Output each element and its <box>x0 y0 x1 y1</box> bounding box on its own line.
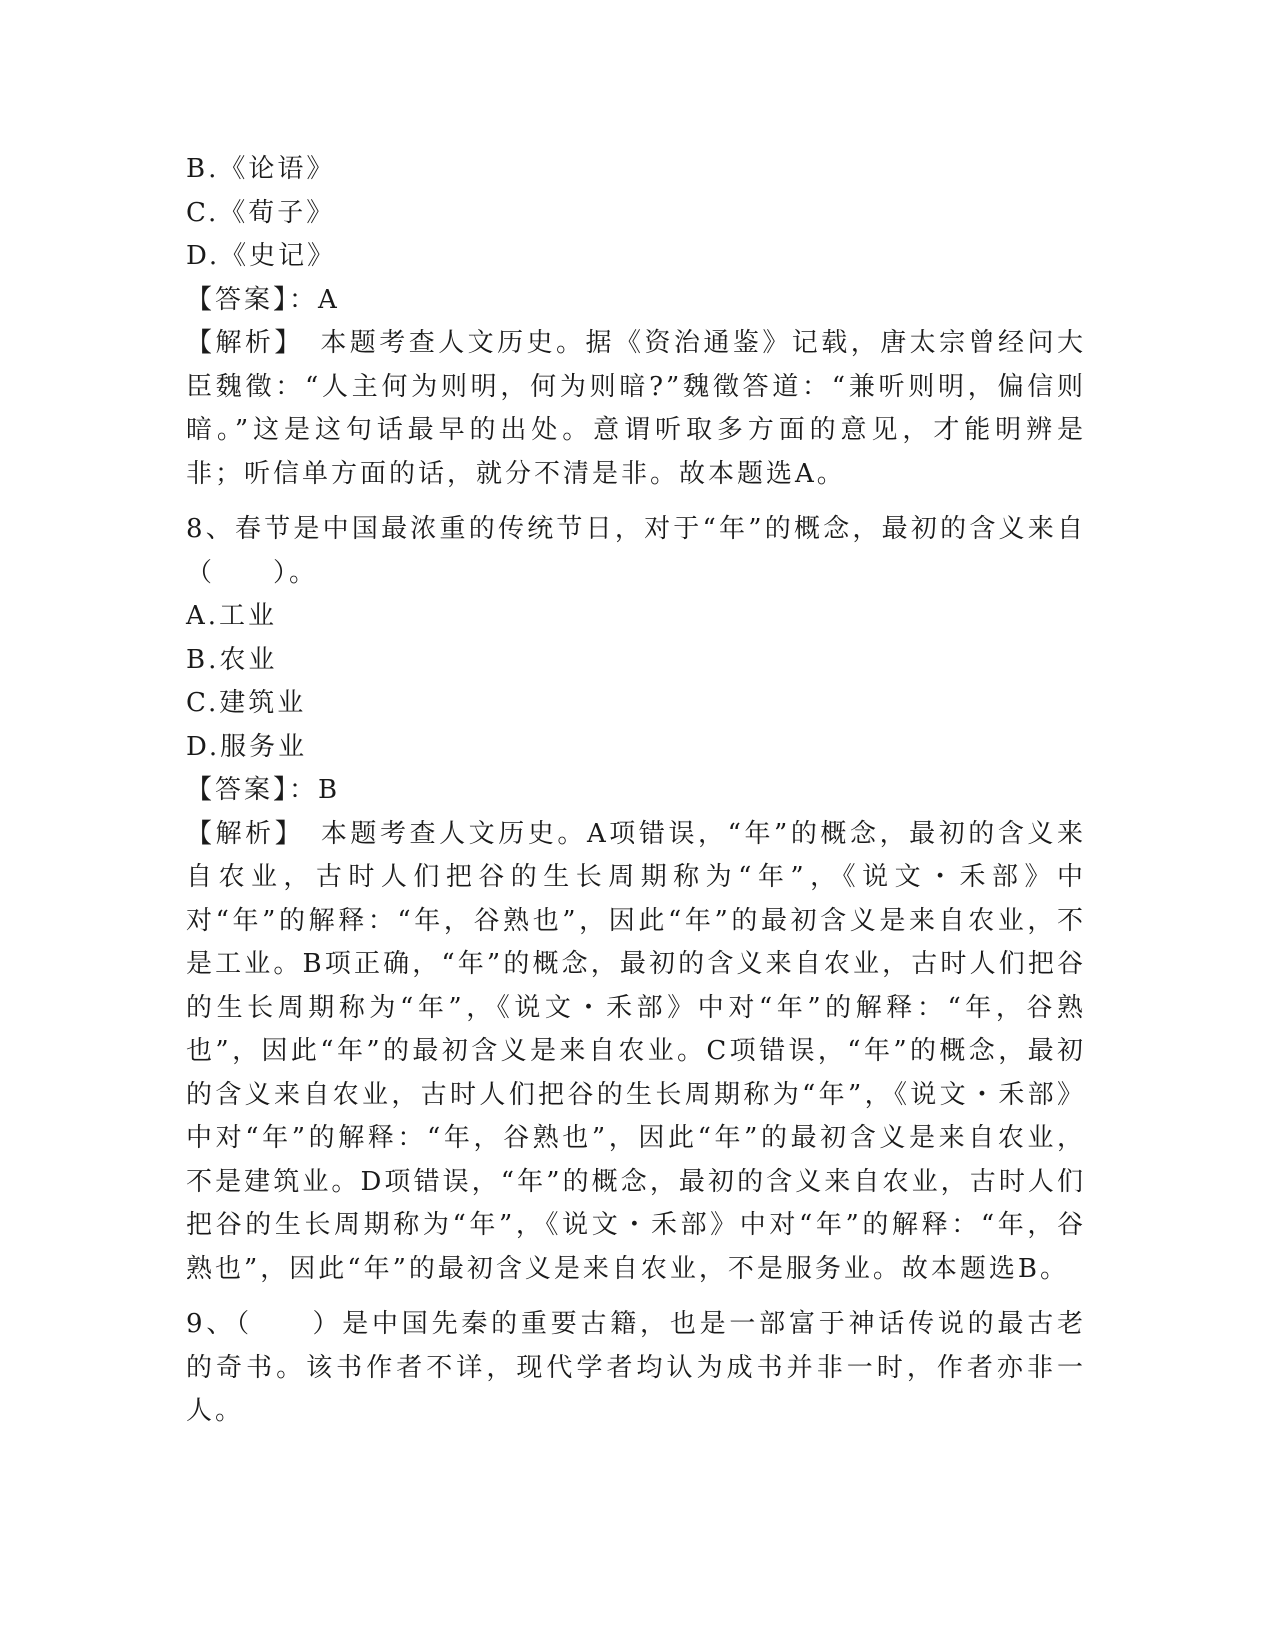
q9-question: 9、（ ）是中国先秦的重要古籍，也是一部富于神话传说的最古老的奇书。该书作者不详，现代学者均认为成书并非一时，作者亦非一人。 <box>186 1309 1086 1426</box>
question-9 <box>186 1303 1086 1434</box>
q8-option-c: C.建筑业 <box>186 688 307 718</box>
q7-option-b: B.《论语》 <box>186 154 336 184</box>
q7-answer: 【答案】：A <box>186 284 340 315</box>
question-8 <box>186 508 1086 1291</box>
document-content <box>186 148 1086 1434</box>
q8-option-b: B.农业 <box>186 644 278 675</box>
q7-option-c: C.《荀子》 <box>186 197 336 228</box>
q8-option-a: A.工业 <box>186 601 278 631</box>
q7-option-d: D.《史记》 <box>186 241 337 271</box>
q8-question: 8、春节是中国最浓重的传统节日，对于“年”的概念，最初的含义来自（ ）。 <box>186 514 1086 588</box>
q8-option-d: D.服务业 <box>186 731 308 762</box>
q8-answer: 【答案】：B <box>186 775 341 805</box>
q8-analysis: 【解析】 本题考查人文历史。A项错误，“年”的概念，最初的含义来自农业，古时人们把谷的生长周期称为“年”，《说文・禾部》中对“年”的解释：“年，谷熟也”，因此“年”的最初含义是来自农业，不是工业。B项正确，“年”的概念，最初的含义来自农业，古时人们把谷的生长周期称为“年”，《说文・禾部》中对“年”的解释：“年，谷熟也”，因此“年”的最初含义是来自农业。C项错误，“年”的概念，最初的含义来自农业，古时人们把谷的生长周期称为“年”，《说文・禾部》中对“年”的解释：“年，谷熟也”，因此“年”的最初含义是来自农业，不是建筑业。D项错误，“年”的概念，最初的含义来自农业，古时人们把谷的生长周期称为“年”，《说文・禾部》中对“年”的解释：“年，谷熟也”，因此“年”的最初含义是来自农业，不是服务业。故本题选B。 <box>186 818 1086 1284</box>
q7-analysis: 【解析】 本题考查人文历史。据《资治通鉴》记载，唐太宗曾经问大臣魏徵：“人主何为则明，何为则暗?”魏徵答道：“兼听则明，偏信则暗。”这是这句话最早的出处。意谓听取多方面的意见，才能明辨是非；听信单方面的话，就分不清是非。故本题选A。 <box>186 328 1086 489</box>
question-7 <box>186 148 1086 496</box>
